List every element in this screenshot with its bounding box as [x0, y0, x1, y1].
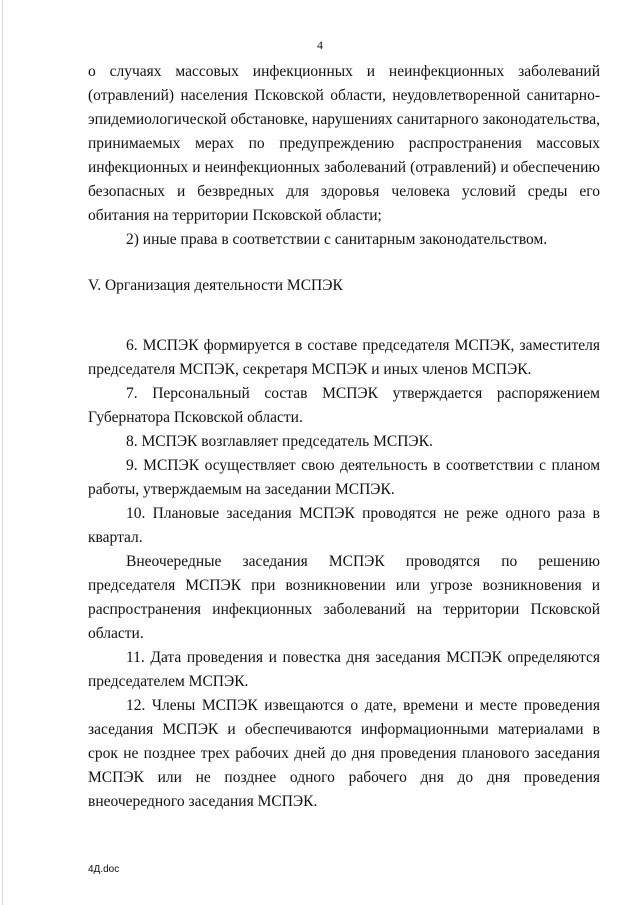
paragraph-item-7: 7. Персональный состав МСПЭК утверждается распоряжением Губернатора Псковской области.: [88, 385, 600, 426]
paragraph-item-2: 2) иные права в соответствии с санитарным законодательством.: [126, 231, 548, 248]
paragraph-item-10: 10. Плановые заседания МСПЭК проводятся не реже одного раза в квартал.: [88, 505, 600, 546]
file-name-footer: 4Д.doc: [88, 864, 120, 875]
paragraph-continuation: о случаях массовых инфекционных и неинфекционных заболеваний (отравлений) населения Псковской области, неудовлетворенной санитарно-эпидемиологической обстановке, нарушениях санитарного законодательства, принимаемых мерах по предупреждению распространения массовых инфекционных и неинфекционных заболеваний (отравлений) и обеспечению безопасных и безвредных для здоровья человека условий среды его обитания на территории Псковской области;: [88, 63, 600, 224]
paragraph-item-12: 12. Члены МСПЭК извещаются о дате, времени и месте проведения заседания МСПЭК и обеспечиваются информационными материалами в срок не позднее трех рабочих дней до дня проведения планового заседания МСПЭК или не позднее одного рабочего дня до дня проведения внеочередного заседания МСПЭК.: [88, 697, 600, 810]
paragraph-item-9: 9. МСПЭК осуществляет свою деятельность в соответствии с планом работы, утверждаемым на заседании МСПЭК.: [88, 457, 600, 498]
paragraph-item-6: 6. МСПЭК формируется в составе председателя МСПЭК, заместителя председателя МСПЭК, секретаря МСПЭК и иных членов МСПЭК.: [88, 337, 600, 378]
paragraph-item-8: 8. МСПЭК возглавляет председатель МСПЭК.: [126, 433, 433, 450]
paragraph-item-11: 11. Дата проведения и повестка дня заседания МСПЭК определяются председателем МСПЭК.: [88, 649, 600, 690]
scan-edge-line: [2, 0, 3, 905]
section-heading: V. Организация деятельности МСПЭК: [88, 277, 343, 294]
document-body: [88, 60, 600, 814]
paragraph-item-10-extra: Внеочередные заседания МСПЭК проводятся по решению председателя МСПЭК при возникновении или угрозе возникновения и распространения инфекционных заболеваний на территории Псковской области.: [88, 553, 600, 642]
page-number: 4: [317, 38, 323, 52]
spacer: [88, 322, 600, 334]
